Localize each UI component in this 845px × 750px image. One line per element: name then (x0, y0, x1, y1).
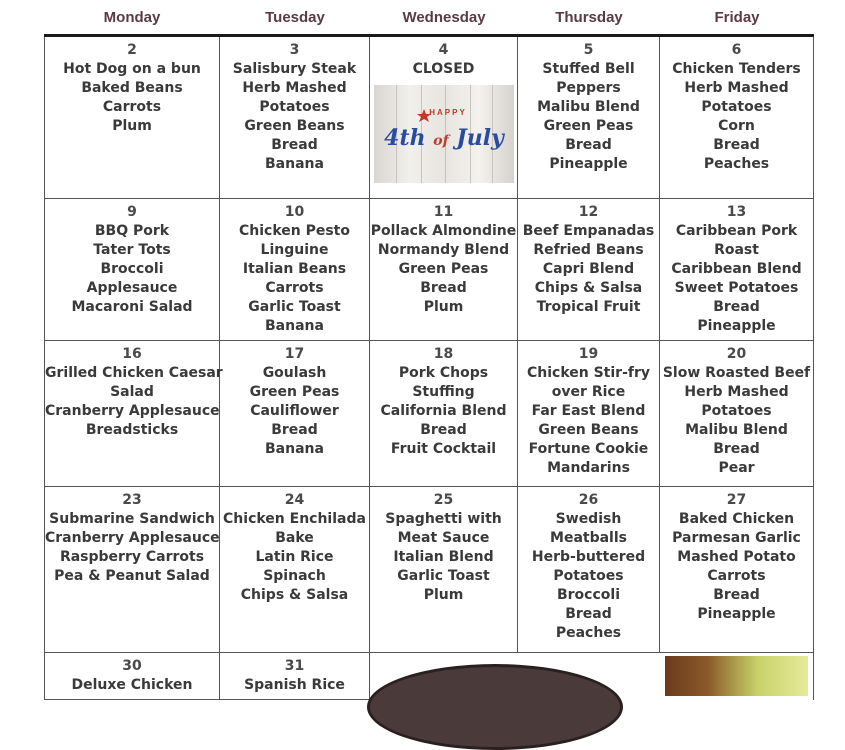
menu-item: Salisbury Steak (232, 61, 357, 77)
day-number: 2 (127, 42, 137, 58)
menu-item: California Blend (380, 403, 507, 419)
menu-item: Normandy Blend (377, 242, 510, 258)
menu-item: BBQ Pork (94, 223, 170, 239)
menu-item: Fruit Cocktail (390, 441, 497, 457)
menu-item: Spinach (263, 568, 326, 584)
fourth-of-july-text: 4th of July (383, 125, 504, 151)
menu-item: Pineapple (697, 318, 776, 334)
day-cell (660, 37, 814, 199)
menu-item: Plum (423, 587, 464, 603)
menu-item: Refried Beans (533, 242, 644, 258)
day-cell (660, 487, 814, 653)
day-cell (220, 341, 370, 487)
menu-item: Garlic Toast (248, 299, 341, 315)
day-cell (660, 341, 814, 487)
day-number: 9 (127, 204, 137, 220)
menu-item: Stuffed Bell (542, 61, 635, 77)
day-cell (660, 199, 814, 341)
day-cell (220, 653, 370, 700)
day-number: 24 (284, 492, 305, 508)
menu-item: Spaghetti with (385, 511, 502, 527)
menu-item: Bread (713, 441, 760, 457)
day-cell (220, 487, 370, 653)
menu-item: Banana (265, 441, 324, 457)
menu-item: Plum (112, 118, 152, 134)
menu-item: Malibu Blend (537, 99, 640, 115)
menu-item: Herb Mashed (684, 384, 789, 400)
menu-item: Bread (420, 422, 467, 438)
day-cell (44, 37, 220, 199)
menu-item: Banana (265, 318, 324, 334)
menu-item: Salad (110, 384, 154, 400)
menu-calendar (44, 0, 814, 693)
menu-item: Broccoli (100, 261, 164, 277)
menu-item: Linguine (260, 242, 329, 258)
day-cell (220, 199, 370, 341)
menu-item: Bread (565, 137, 612, 153)
menu-item: Cranberry Applesauce (45, 403, 220, 419)
menu-item: Italian Beans (242, 261, 347, 277)
day-cell (44, 487, 220, 653)
menu-item: Bread (713, 587, 760, 603)
happy-text: HAPPY (428, 108, 467, 117)
menu-item: Far East Blend (531, 403, 646, 419)
menu-item: Spanish Rice (244, 677, 345, 693)
day-cell (370, 341, 518, 487)
day-cell (370, 37, 518, 199)
menu-item: Bread (713, 299, 760, 315)
day-cell (370, 199, 518, 341)
menu-item: Beef Empanadas (522, 223, 655, 239)
menu-item: Sweet Potatoes (674, 280, 799, 296)
day-cell (44, 199, 220, 341)
header-monday: Monday (44, 0, 221, 34)
menu-item: Tater Tots (93, 242, 171, 258)
day-number: 26 (578, 492, 599, 508)
menu-item: Green Beans (244, 118, 345, 134)
day-number: 17 (284, 346, 305, 362)
menu-item: Swedish (555, 511, 622, 527)
menu-item: Bake (275, 530, 314, 546)
menu-item: Chips & Salsa (240, 587, 349, 603)
menu-item: Chicken Tenders (672, 61, 801, 77)
day-number: 30 (122, 658, 142, 674)
menu-item: Capri Blend (542, 261, 635, 277)
menu-item: Malibu Blend (685, 422, 788, 438)
menu-item: over Rice (551, 384, 626, 400)
menu-item: Bread (271, 422, 318, 438)
menu-item: Potatoes (553, 568, 624, 584)
menu-item: Baked Chicken (678, 511, 795, 527)
menu-item: Pork Chops (398, 365, 489, 381)
menu-item: Parmesan Garlic (672, 530, 801, 546)
menu-item: Grilled Chicken Caesar (45, 365, 223, 381)
fourth-of-july-image (374, 85, 514, 183)
menu-item: Pollack Almondine (370, 223, 517, 239)
menu-item: CLOSED (412, 61, 475, 77)
day-number: 18 (433, 346, 454, 362)
menu-item: Mandarins (547, 460, 630, 476)
menu-item: Bread (565, 606, 612, 622)
menu-item: Banana (265, 156, 324, 172)
day-cell (518, 199, 660, 341)
menu-item: Plum (423, 299, 464, 315)
day-cell (518, 341, 660, 487)
menu-item: Chips & Salsa (534, 280, 643, 296)
menu-item: Carrots (265, 280, 324, 296)
menu-item: Cranberry Applesauce (45, 530, 220, 546)
menu-item: Applesauce (86, 280, 178, 296)
menu-item: Slow Roasted Beef (662, 365, 811, 381)
menu-item: Mashed Potato (677, 549, 796, 565)
menu-item: Deluxe Chicken (71, 677, 193, 693)
menu-item: Peaches (555, 625, 622, 641)
menu-item: Submarine Sandwich (49, 511, 215, 527)
menu-item: Meat Sauce (397, 530, 490, 546)
menu-item: Stuffing (412, 384, 475, 400)
day-number: 6 (731, 42, 742, 58)
menu-item: Chicken Enchilada (223, 511, 366, 527)
food-photo (665, 656, 808, 696)
day-number: 19 (578, 346, 599, 362)
menu-item: Chicken Stir-fry (526, 365, 651, 381)
day-number: 23 (122, 492, 142, 508)
menu-item: Green Peas (249, 384, 340, 400)
day-cell (44, 341, 223, 487)
menu-item: Chicken Pesto (238, 223, 350, 239)
menu-item: Garlic Toast (397, 568, 490, 584)
plate-image (367, 664, 623, 750)
menu-item: Italian Blend (393, 549, 494, 565)
menu-item: Caribbean Pork (675, 223, 798, 239)
menu-item: Potatoes (259, 99, 330, 115)
menu-item: Macaroni Salad (71, 299, 193, 315)
day-number: 3 (289, 42, 300, 58)
day-cell (220, 37, 370, 199)
day-number: 11 (433, 204, 454, 220)
menu-item: Herb-buttered (531, 549, 646, 565)
day-number: 27 (726, 492, 747, 508)
menu-item: Broccoli (556, 587, 620, 603)
menu-item: Cauliflower (250, 403, 339, 419)
menu-item: Caribbean Blend (671, 261, 802, 277)
menu-item: Green Peas (543, 118, 634, 134)
header-thursday: Thursday (518, 0, 661, 34)
day-cell (44, 653, 220, 700)
menu-item: Goulash (262, 365, 327, 381)
day-number: 20 (726, 346, 747, 362)
menu-item: Bread (713, 137, 760, 153)
menu-item: Fortune Cookie (528, 441, 649, 457)
menu-item: Hot Dog on a bun (63, 61, 201, 77)
menu-item: Corn (718, 118, 755, 134)
day-cell (518, 37, 660, 199)
day-cell (518, 487, 660, 653)
menu-item: Peaches (703, 156, 770, 172)
menu-item: Green Beans (538, 422, 639, 438)
header-friday: Friday (660, 0, 814, 34)
menu-item: Peppers (556, 80, 621, 96)
menu-item: Pineapple (697, 606, 776, 622)
header-wednesday: Wednesday (370, 0, 519, 34)
menu-item: Roast (714, 242, 759, 258)
day-number: 16 (122, 346, 142, 362)
menu-item: Latin Rice (255, 549, 334, 565)
day-number: 12 (578, 204, 599, 220)
day-number: 13 (726, 204, 747, 220)
menu-item: Baked Beans (81, 80, 183, 96)
menu-item: Potatoes (701, 99, 772, 115)
header-tuesday: Tuesday (220, 0, 371, 34)
menu-item: Meatballs (550, 530, 627, 546)
menu-item: Pea & Peanut Salad (54, 568, 210, 584)
menu-item: Green Peas (398, 261, 489, 277)
day-number: 10 (284, 204, 305, 220)
menu-item: Carrots (707, 568, 766, 584)
menu-item: Raspberry Carrots (59, 549, 205, 565)
day-number: 31 (284, 658, 305, 674)
day-number: 4 (438, 42, 449, 58)
menu-item: Pineapple (549, 156, 628, 172)
menu-item: Breadsticks (85, 422, 179, 438)
menu-item: Bread (420, 280, 467, 296)
menu-item: Potatoes (701, 403, 772, 419)
menu-item: Carrots (102, 99, 162, 115)
menu-item: Tropical Fruit (536, 299, 641, 315)
day-number: 5 (583, 42, 594, 58)
day-cell (370, 487, 518, 653)
day-number: 25 (433, 492, 454, 508)
menu-item: Herb Mashed (684, 80, 789, 96)
menu-item: Pear (718, 460, 755, 476)
menu-item: Herb Mashed (242, 80, 347, 96)
menu-item: Bread (271, 137, 318, 153)
